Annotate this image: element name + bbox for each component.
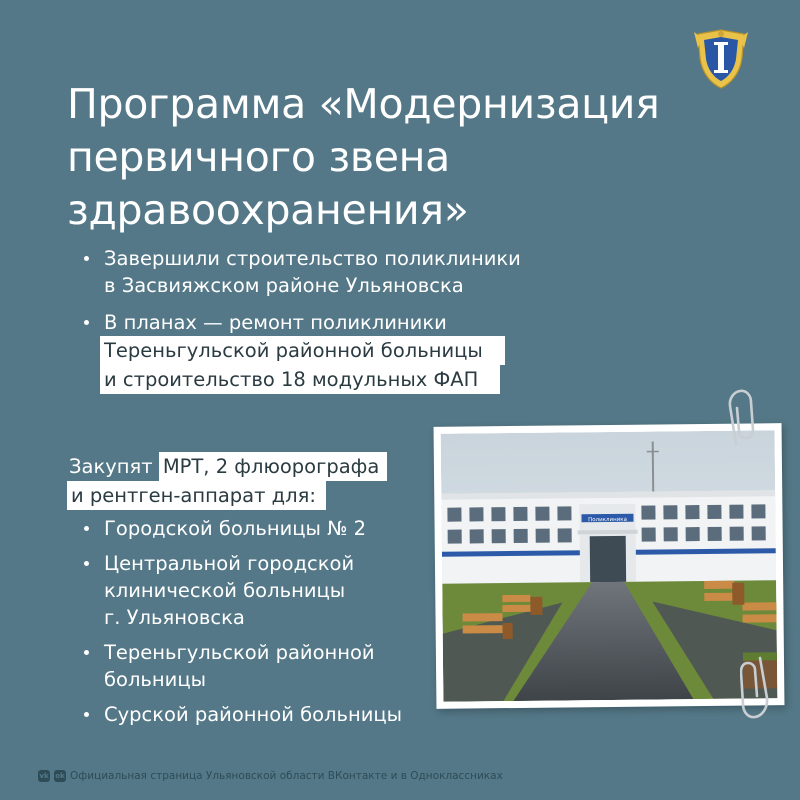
purchase-intro <box>69 452 387 510</box>
highlighted-text: Тереньгульской районной больницы <box>100 336 505 365</box>
list-item <box>84 245 521 299</box>
ok-icon[interactable]: ok <box>55 772 65 780</box>
list-item <box>84 639 402 693</box>
highlighted-text: и строительство 18 модульных ФАП <box>100 365 500 394</box>
bullet-dot-icon <box>84 650 89 655</box>
paperclip-icon <box>726 388 756 450</box>
bullet-dot-icon <box>84 561 89 566</box>
list-item-text: клинической больницы <box>104 579 346 602</box>
highlighted-text: и рентген-аппарат для: <box>67 481 326 510</box>
title-line: Программа «Модернизация <box>67 80 660 128</box>
footer <box>38 769 503 783</box>
list-item <box>84 550 402 631</box>
purchase-intro-text: Закупят <box>69 455 153 478</box>
list-item <box>84 309 521 394</box>
list-item-text: Городской больницы № 2 <box>104 517 367 540</box>
highlighted-text: МРТ, 2 флюорографа <box>159 452 387 481</box>
clinic-building-photo <box>441 430 778 701</box>
title-line: первичного звена <box>67 133 450 181</box>
facade-sign: Поликлиника <box>588 516 627 524</box>
list-item-text: В планах — ремонт поликлиники <box>104 311 447 334</box>
paperclip-icon <box>740 652 772 724</box>
title-line: здравоохранения» <box>67 186 469 234</box>
list-item-text: Завершили строительство поликлиники <box>104 247 521 270</box>
list-item-text: в Засвияжском районе Ульяновска <box>104 274 464 297</box>
bullet-dot-icon <box>84 526 89 531</box>
bullet-dot-icon <box>84 712 89 717</box>
list-item-text: больницы <box>104 668 207 691</box>
list-item-text: г. Ульяновска <box>104 606 245 629</box>
bullet-dot-icon <box>84 256 89 261</box>
footer-text: Официальная страница Ульяновской области ВКонтакте и в Одноклассниках <box>70 770 503 782</box>
page-title <box>67 78 707 237</box>
list-item-text: Центральной городской <box>104 552 355 575</box>
list-item-text: Сурской районной больницы <box>104 703 403 726</box>
photo-card <box>434 423 785 709</box>
vk-icon[interactable]: vk <box>39 772 49 780</box>
bullet-dot-icon <box>84 320 89 325</box>
hospitals-list <box>84 515 402 736</box>
list-item <box>84 701 402 728</box>
list-item <box>84 515 402 542</box>
list-item-text: Тереньгульской районной <box>104 641 375 664</box>
program-results-list <box>84 245 521 394</box>
